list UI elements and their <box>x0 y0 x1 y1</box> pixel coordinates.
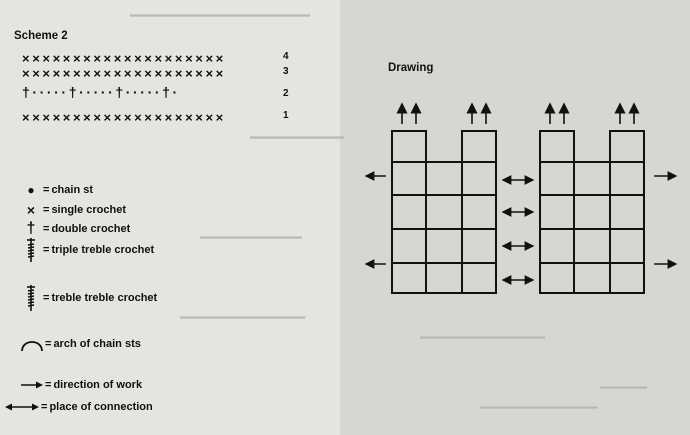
block-column <box>540 131 574 293</box>
block-column <box>462 131 496 293</box>
right-fabric-block <box>540 131 644 293</box>
row-number: 2 <box>283 88 289 99</box>
bleed-through-texture: ━━━━━━━━━━━━━━━━ <box>420 330 546 345</box>
bleed-through-texture: ━━━━━━━━━━━━━━━━ <box>180 310 306 325</box>
legend-label: chain st <box>51 184 94 196</box>
left-fabric-block <box>392 131 496 293</box>
bleed-through-texture: ━━━━━━ <box>600 380 647 395</box>
block-column <box>392 131 426 293</box>
bleed-through-texture: ━━━━━━━━━━━━ <box>250 130 344 145</box>
row-number: 1 <box>283 110 289 121</box>
legend-label: double crochet <box>51 223 131 235</box>
legend-label: arch of chain sts <box>53 338 141 350</box>
single-crochet-icon: × <box>26 202 36 218</box>
legend-item-arch: = arch of chain sts <box>20 334 141 354</box>
legend-label: treble treble crochet <box>51 292 158 304</box>
drawing-title: Drawing <box>388 62 434 74</box>
connection-arrows <box>503 180 533 280</box>
legend-item-treble-treble-crochet: = treble treble crochet <box>20 288 157 308</box>
legend-item-connection: = place of connection <box>4 397 153 417</box>
legend-label: single crochet <box>51 204 127 216</box>
scheme-row-3: ×××××××××××××××××××× <box>22 66 226 81</box>
bleed-through-texture: ━━━━━━━━━━━━━ <box>200 230 302 245</box>
legend-item-triple-treble-crochet: = triple treble crochet <box>20 240 154 260</box>
row-number: 4 <box>283 51 289 62</box>
up-arrows <box>402 104 634 124</box>
legend-item-chain-st: ● = chain st <box>20 180 93 200</box>
legend-item-single-crochet: × = single crochet <box>20 200 126 220</box>
bleed-through-texture: ━━━━━━━━━━━━━━━ <box>480 400 598 415</box>
row-number: 3 <box>283 66 289 77</box>
scheme-row-1: ×××××××××××××××××××× <box>22 110 226 125</box>
chain-st-icon: ● <box>27 183 35 197</box>
scheme-row-4: ×××××××××××××××××××× <box>22 51 226 66</box>
bleed-through-texture: ━━━━━━━━━━━━━━━━━━━━━━━ <box>130 8 311 23</box>
scheme-title: Scheme 2 <box>14 30 68 42</box>
legend-item-direction: = direction of work <box>20 375 142 395</box>
block-column <box>426 162 462 293</box>
scheme-row-2: †·····†·····†·····†· <box>22 84 180 100</box>
double-crochet-icon: † <box>26 220 36 237</box>
direction-arrows <box>366 176 676 264</box>
legend-item-double-crochet: † = double crochet <box>20 219 130 239</box>
block-column <box>574 162 610 293</box>
legend-label: triple treble crochet <box>51 244 155 256</box>
legend-label: place of connection <box>49 401 153 413</box>
block-column <box>610 131 644 293</box>
legend-label: direction of work <box>53 379 143 391</box>
